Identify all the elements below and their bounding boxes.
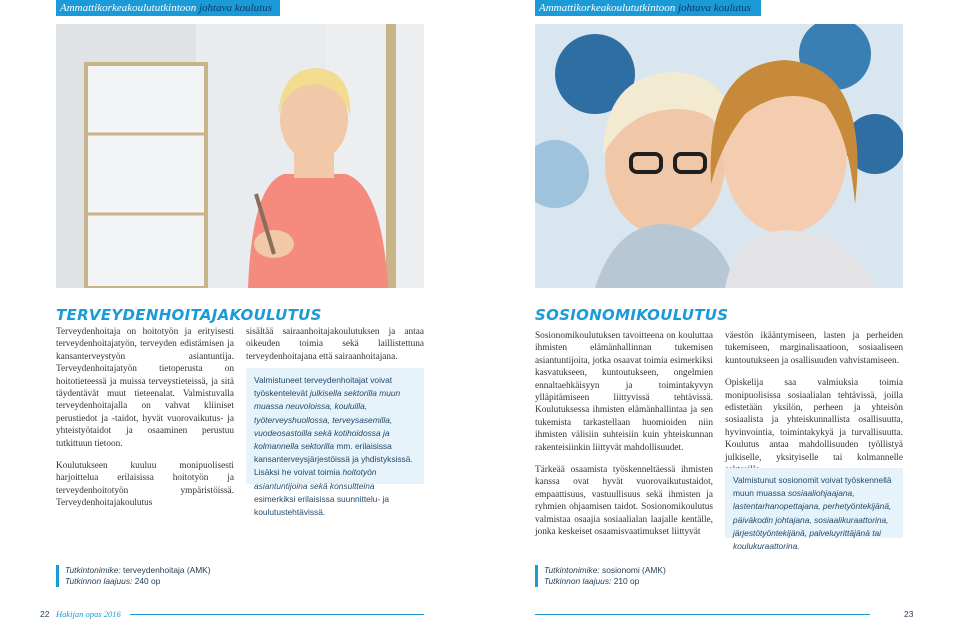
page-number-left: 22 <box>40 609 50 619</box>
header-right-part2: johtava koulutus <box>678 2 752 14</box>
info-box-terveydenhoitaja <box>246 368 424 518</box>
header-bar-right <box>535 0 761 16</box>
paragraph: Terveydenhoitaja on hoitotyön ja erityisesti terveydenhoitajatyön, terveyden edistämisen ja kansanterveystyön asiantuntija. Terveydenhoitajatyön tietoperusta on hoitotieteessä ja muissa terveystieteissä, ja sitä täydentävät muut tieteenalat. Valmistuvalla terveydenhoitajalla on vahvat kliiniset perustiedot ja -taidot, hyvät vuorovaikutus- ja yhteistyötaidot ja osaaminen perustuu tutkittuun tietoon. <box>56 327 234 449</box>
paragraph: Sosionomikoulutuksen tavoitteena on kouluttaa ihmisten elämänhallinnan tukemisen asiantuntijoita, jotka osaavat toimia esimerkiksi kasvatukseen, kuntoutukseen, ongelmien ennaltaehkäisyyn ja toimintakyvyn ylläpitämiseen liittyvissä tehtävissä. Koulutuksessa ihmisten elämänhallintaa ja sen tukemista tarkastellaan huomioiden niin ihmisten välisiin suhteisiin kuin yhteiskunnan rakenteisiinkin liittyvät mahdollisuudet. <box>535 331 713 453</box>
degree-value: sosionomi (AMK) <box>602 565 666 575</box>
photo-two-women <box>535 24 903 288</box>
header-left-part2: johtava koulutus <box>199 2 273 14</box>
right-column-1 <box>535 330 713 549</box>
paragraph: sisältää sairaanhoitajakoulutuksen ja antaa oikeuden toimia sekä laillistettuna terveydenhoitajana että sairaanhoitajana. <box>246 327 424 362</box>
info-box-sosionomi <box>725 468 903 552</box>
scope-label: Tutkinnon laajuus: <box>544 576 612 586</box>
box-italic: hoitotyön asiantuntijoina sekä konsultteina <box>254 467 377 491</box>
paragraph: Koulutukseen kuuluu monipuolisesti harjoittelua erilaisissa hoitotyön ja terveydenhoitotyön ympäristöissä. Terveydenhoitajakoulutus <box>56 461 234 509</box>
box-text: Valmistunut sosionomit voivat työskennellä muun muassa <box>733 475 892 499</box>
header-bar-left <box>56 0 280 16</box>
header-left-part1: Ammattikorkeakoulututkintoon <box>60 2 197 14</box>
photo-nurse-student <box>56 24 424 288</box>
left-column-1 <box>56 326 234 520</box>
section-title-terveydenhoitaja: TERVEYDENHOITAJAKOULUTUS <box>56 306 322 324</box>
right-column-2 <box>725 330 903 486</box>
footer-rule-right <box>535 614 870 615</box>
scope-value: 240 op <box>134 576 161 586</box>
header-right-part1: Ammattikorkeakoulututkintoon <box>539 2 676 14</box>
paragraph: Opiskelija saa valmiuksia toimia monipuolisissa sosiaalialan tehtävissä, joilla edistetään yksilön, perheen ja yhteisön sosiaalista ja yhteiskunnallista osallisuutta, hyvinvointia, toimintakykyä ja turvallisuutta. Koulutus antaa mahdollisuuden työllistyä julkiselle, yksityiselle tai kolmannelle <box>725 378 903 463</box>
box-text: esimerkiksi erilaisissa suunnittelu- ja koulutustehtävissä. <box>254 493 389 518</box>
section-title-sosionomi: SOSIONOMIKOULUTUS <box>535 306 729 324</box>
box-text: Valmistuneet terveydenhoitajat voivat työskentelevät <box>254 375 393 399</box>
degree-info-left <box>56 565 211 587</box>
degree-label: Tutkintonimike: <box>544 565 600 575</box>
degree-value: terveydenhoitaja (AMK) <box>123 565 211 575</box>
scope-value: 210 op <box>613 576 640 586</box>
page-number-right: 23 <box>904 609 914 619</box>
degree-info-right <box>535 565 666 587</box>
box-text: mm. erilaisissa kansanterveysjärjestöissä ja yhdistyksissä. Lisäksi he voivat toimia <box>254 441 413 478</box>
footer-rule-left <box>130 614 424 615</box>
degree-label: Tutkintonimike: <box>65 565 121 575</box>
scope-label: Tutkinnon laajuus: <box>65 576 133 586</box>
box-italic: julkisella sektorilla muun muassa neuvoloissa, kouluilla, työterveyshuollossa, terveysasemilla, vuodeosastoilla sekä kotihoidossa ja kolmannella sektorilla <box>254 388 401 452</box>
footer-guide-title: Hakijan opas 2016 <box>56 609 121 619</box>
left-column-2 <box>246 326 424 373</box>
box-italic: sosiaaliohjaajana, lastentarhanopettajana, perhetyöntekijänä, päiväkodin johtajana, sosiaalikuraattorina, järjestötyöntekijänä, palveluyrittäjänä tai koulukuraattorina. <box>733 488 892 552</box>
paragraph: Tärkeää osaamista työskenneltäessä ihmisten kanssa ovat hyvät vuorovaikutustaidot, empaattisuus, vastuullisuus sekä ihmisten ja ryhmien ohjaamisen taidot. Sosionomikoulutus valmistaa osaajia sosiaalialan laajalle kentälle, jonka keskeiset osaamisvaatimukset liittyvät <box>535 465 713 538</box>
paragraph: väestön ikääntymiseen, lasten ja perheiden tukemiseen, marginalisaatioon, sosiaaliseen kuntoutukseen ja osallisuuden vahvistamiseen. <box>725 331 903 366</box>
